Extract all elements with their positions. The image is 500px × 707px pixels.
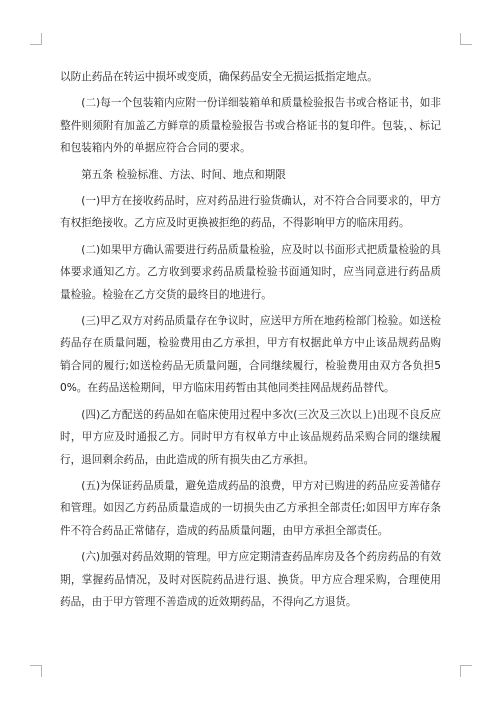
paragraph-item-6: (六)加强对药品效期的管理。甲方应定期清查药品库房及各个药房药品的有效期，掌握药品情况，及时对医院药品进行退、换货。甲方应合理采购，合理使用药品，由于甲方管理不善造成的近效期药品，不得向乙方退货。	[60, 551, 441, 608]
paragraph-packing-list: (二)每一个包装箱内应附一份详细装箱单和质量检验报告书或合格证书，如非整件则须附有加盖乙方鲜章的质量检验报告书或合格证书的复印件。包装，、标记和包装箱内外的单据应符合合同的要求。	[60, 97, 441, 155]
section-heading-article-5: 第五条 检验标准、方法、时间、地点和期限	[81, 168, 286, 181]
paragraph-item-2: (二)如果甲方确认需要进行药品质量检验，应及时以书面形式把质量检验的具体要求通知乙方。乙方收到要求药品质量检验书面通知时，应当同意进行药品质量检验。检验在乙方交货的最终目的地进行。	[60, 243, 441, 301]
paragraph-item-1: (一)甲方在接收药品时，应对药品进行验货确认，对不符合合同要求的，甲方有权拒绝接收。乙方应及时更换被拒绝的药品，不得影响甲方的临床用药。	[60, 195, 441, 230]
crop-mark-top-left	[30, 33, 42, 45]
paragraph-continuation: 以防止药品在转运中损坏或变质，确保药品安全无损运抵指定地点。	[60, 71, 378, 83]
document-body	[60, 66, 441, 617]
crop-mark-top-right	[460, 33, 472, 45]
paragraph-item-3: (三)甲乙双方对药品质量存在争议时，应送甲方所在地药检部门检验。如送检药品存在质量问题，检验费用由乙方承担，甲方有权据此单方中止该品规药品购销合同的履行;如送检药品无质量问题，合同继续履行，检验费用由双方各负担50%。在药品送检期间，甲方临床用药暂由其他同类挂网品规药品替代。	[60, 315, 441, 395]
paragraph-item-5: (五)为保证药品质量，避免造成药品的浪费，甲方对已购进的药品应妥善储存和管理。如因乙方药品质量造成的一切损失由乙方承担全部责任;如因甲方库存条件不符合药品正常储存，造成的药品质量问题，由甲方承担全部责任。	[60, 479, 441, 537]
crop-mark-bottom-right	[460, 665, 472, 677]
crop-mark-bottom-left	[30, 665, 42, 677]
paragraph-item-4: (四)乙方配送的药品如在临床使用过程中多次(三次及三次以上)出现不良反应时，甲方应及时通报乙方。同时甲方有权单方中止该品规药品采购合同的继续履行，退回剩余药品，由此造成的所有损失由乙方承担。	[60, 408, 441, 466]
